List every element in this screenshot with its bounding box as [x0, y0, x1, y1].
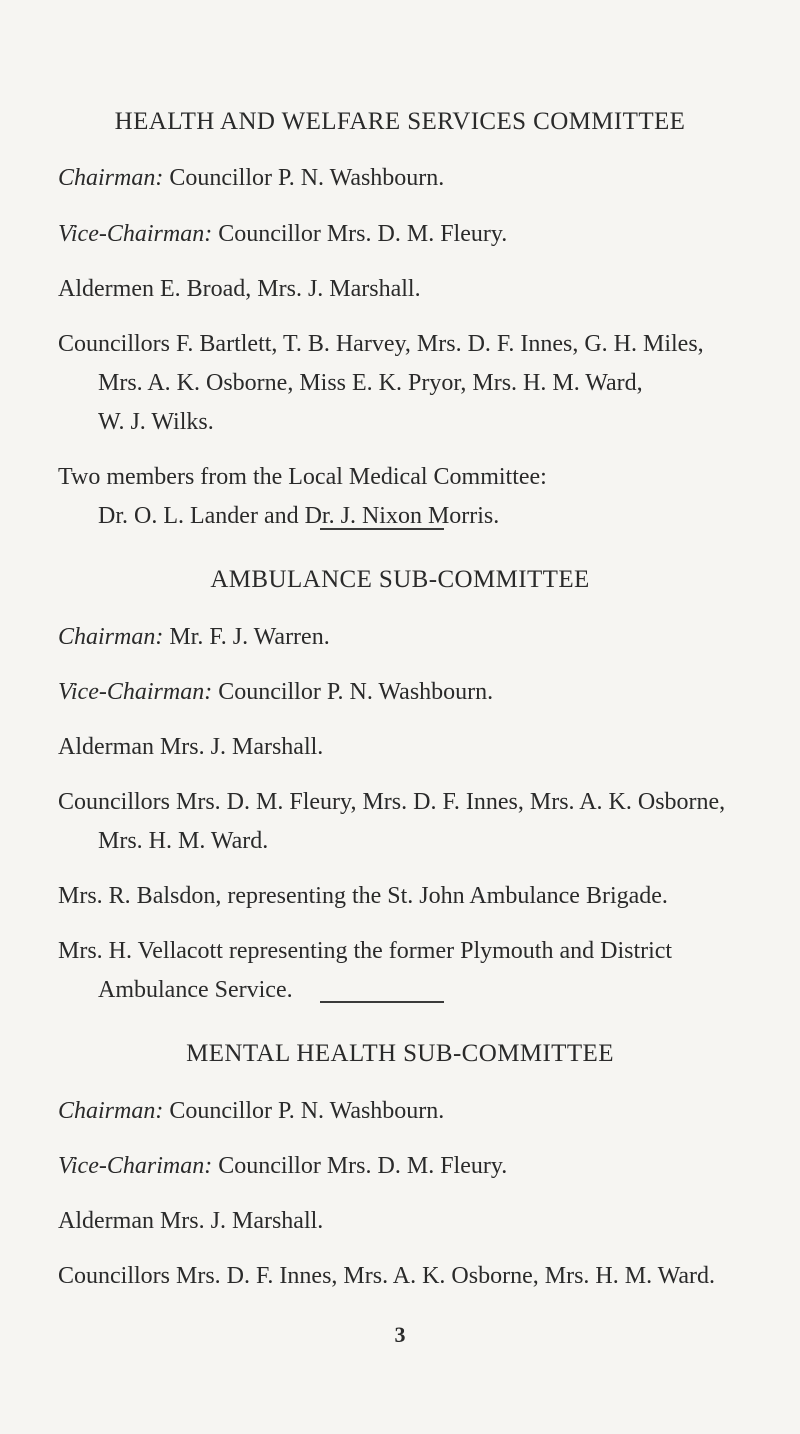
- vellacott-line-1: Mrs. H. Vellacott representing the former Plymouth and District: [58, 938, 673, 964]
- vice-chairman-name: Councillor Mrs. D. M. Fleury.: [218, 1153, 508, 1179]
- health-welfare-councillors-line-1: Councillors F. Bartlett, T. B. Harvey, Mrs. D. F. Innes, G. H. Miles,: [58, 331, 704, 357]
- section-divider: [320, 528, 444, 530]
- mental-health-chairman-line: [58, 1098, 444, 1125]
- medical-committee-line-2: Dr. O. L. Lander and Dr. J. Nixon Morris.: [98, 503, 500, 529]
- health-welfare-chairman-line: [58, 165, 444, 192]
- chairman-name: Councillor P. N. Washbourn.: [169, 1098, 445, 1124]
- health-welfare-vice-chairman-line: [58, 221, 507, 248]
- chairman-name: Mr. F. J. Warren.: [169, 624, 330, 650]
- health-welfare-committee-title: HEALTH AND WELFARE SERVICES COMMITTEE: [114, 108, 686, 135]
- mental-health-subcommittee-title: MENTAL HEALTH SUB-COMMITTEE: [186, 1040, 614, 1067]
- mental-health-vice-chairman-line: [58, 1153, 507, 1180]
- medical-committee-line-1: Two members from the Local Medical Committee:: [58, 464, 547, 490]
- balsdon-line: Mrs. R. Balsdon, representing the St. John Ambulance Brigade.: [58, 883, 668, 909]
- chairman-label: Chairman:: [58, 165, 164, 191]
- mental-health-alderman: Alderman Mrs. J. Marshall.: [58, 1208, 324, 1234]
- vice-chairman-name: Councillor Mrs. D. M. Fleury.: [218, 221, 508, 247]
- health-welfare-councillors-line-2: Mrs. A. K. Osborne, Miss E. K. Pryor, Mrs. H. M. Ward,: [98, 370, 643, 396]
- page-number: 3: [394, 1322, 406, 1347]
- ambulance-subcommittee-title: AMBULANCE SUB-COMMITTEE: [210, 566, 590, 593]
- ambulance-vice-chairman-line: [58, 679, 493, 706]
- mental-health-councillors: Councillors Mrs. D. F. Innes, Mrs. A. K. Osborne, Mrs. H. M. Ward.: [58, 1263, 716, 1289]
- chairman-label: Chairman:: [58, 624, 164, 650]
- vellacott-line-2: Ambulance Service.: [98, 977, 293, 1003]
- vice-chairman-label: Vice-Chairman:: [58, 221, 213, 247]
- chairman-label: Chairman:: [58, 1098, 164, 1124]
- vice-chairman-label: Vice-Chairman:: [58, 679, 213, 705]
- chairman-name: Councillor P. N. Washbourn.: [169, 165, 445, 191]
- ambulance-councillors-line-1: Councillors Mrs. D. M. Fleury, Mrs. D. F. Innes, Mrs. A. K. Osborne,: [58, 789, 726, 815]
- ambulance-chairman-line: [58, 624, 330, 651]
- section-divider: [320, 1001, 444, 1003]
- health-welfare-councillors-line-3: W. J. Wilks.: [98, 409, 214, 435]
- vice-chairman-label: Vice-Chariman:: [58, 1153, 213, 1179]
- health-welfare-aldermen: Aldermen E. Broad, Mrs. J. Marshall.: [58, 276, 421, 302]
- ambulance-councillors-line-2: Mrs. H. M. Ward.: [98, 828, 269, 854]
- vice-chairman-name: Councillor P. N. Washbourn.: [218, 679, 494, 705]
- ambulance-alderman: Alderman Mrs. J. Marshall.: [58, 734, 324, 760]
